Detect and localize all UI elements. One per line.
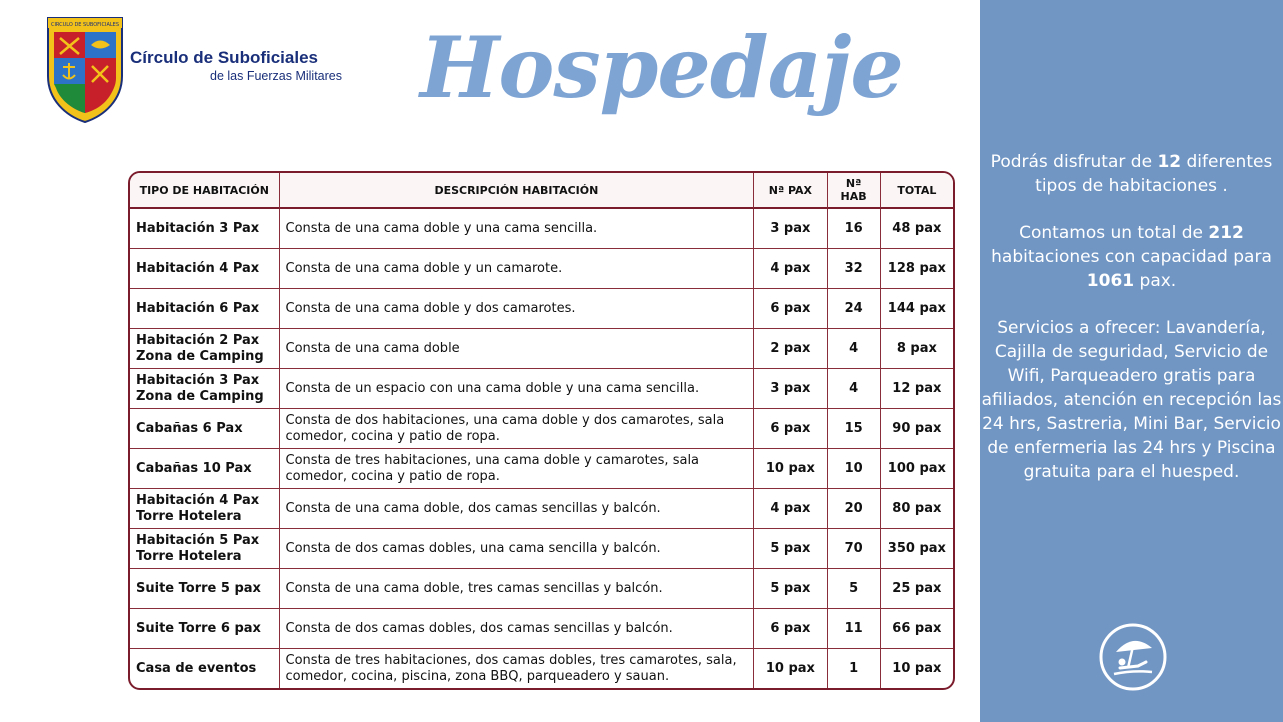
cell-hab: 16	[828, 209, 881, 249]
rooms-total: 212	[1208, 223, 1244, 243]
cell-descripcion: Consta de dos habitaciones, una cama doble y dos camarotes, sala comedor, cocina y patio de ropa.	[280, 409, 755, 449]
cell-descripcion: Consta de una cama doble, tres camas sencillas y balcón.	[280, 569, 755, 609]
table-row	[130, 649, 953, 688]
info-sidebar	[980, 0, 1283, 722]
cell-tipo: Cabañas 10 Pax	[130, 449, 280, 489]
cell-hab: 4	[828, 329, 881, 369]
table-row	[130, 489, 953, 529]
cell-tipo: Habitación 4 Pax	[130, 249, 280, 289]
table-row	[130, 209, 953, 249]
header-hab: Nª HAB	[828, 173, 881, 209]
cell-tipo: Habitación 3 Pax Zona de Camping	[130, 369, 280, 409]
table-header-row	[130, 173, 953, 209]
svg-text:CIRCULO DE SUBOFICIALES: CIRCULO DE SUBOFICIALES	[50, 22, 120, 28]
cell-descripcion: Consta de un espacio con una cama doble y una cama sencilla.	[280, 369, 755, 409]
cell-tipo: Habitación 2 Pax Zona de Camping	[130, 329, 280, 369]
brand-name: Círculo de Suboficiales	[130, 48, 318, 67]
cell-tipo: Casa de eventos	[130, 649, 280, 688]
cell-hab: 10	[828, 449, 881, 489]
cell-total: 10 pax	[892, 660, 942, 676]
header-total: TOTAL	[881, 173, 953, 209]
cell-pax: 3 pax	[754, 209, 827, 249]
cell-tipo: Habitación 4 Pax Torre Hotelera	[130, 489, 280, 529]
cell-total: 90 pax	[881, 409, 953, 449]
table-row	[130, 369, 953, 409]
brand-subtitle: de las Fuerzas Militares	[210, 69, 342, 83]
cell-hab: 4	[828, 369, 881, 409]
cell-descripcion: Consta de tres habitaciones, dos camas dobles, tres camarotes, sala, comedor, cocina, piscina, zona BBQ, parqueadero y sauan.	[280, 649, 755, 688]
totals-paragraph	[980, 221, 1283, 293]
cell-hab: 1	[828, 649, 881, 688]
cell-tipo: Cabañas 6 Pax	[130, 409, 280, 449]
cell-hab: 11	[828, 609, 881, 649]
cell-pax: 10 pax	[754, 649, 827, 688]
cell-total: 144 pax	[881, 289, 953, 329]
capacity-total: 1061	[1086, 271, 1135, 291]
table-row	[130, 329, 953, 369]
cell-total: 100 pax	[881, 449, 953, 489]
cell-descripcion: Consta de dos camas dobles, dos camas sencillas y balcón.	[280, 609, 755, 649]
cell-hab: 32	[828, 249, 881, 289]
sidebar-text	[980, 150, 1283, 507]
cell-descripcion: Consta de una cama doble y un camarote.	[280, 249, 755, 289]
cell-hab: 5	[828, 569, 881, 609]
table-row	[130, 249, 953, 289]
cell-total: 12 pax	[881, 369, 953, 409]
text-span: diferentes tipos de habitaciones .	[1035, 152, 1273, 196]
cell-tipo: Habitación 3 Pax	[130, 209, 280, 249]
room-types-paragraph	[980, 150, 1283, 198]
cell-pax: 10 pax	[754, 449, 827, 489]
page-title: Hospedaje	[420, 18, 903, 117]
room-types-count: 12	[1157, 152, 1182, 172]
cell-total: 8 pax	[881, 329, 953, 369]
shield-logo-icon	[42, 14, 128, 126]
cell-pax: 5 pax	[754, 529, 827, 569]
cell-total: 128 pax	[881, 249, 953, 289]
cell-total: 66 pax	[881, 609, 953, 649]
cell-tipo: Habitación 6 Pax	[130, 289, 280, 329]
header-descripcion: DESCRIPCIÓN HABITACIÓN	[280, 173, 755, 209]
services-paragraph: Servicios a ofrecer: Lavandería, Cajilla de seguridad, Servicio de Wifi, Parqueadero gratis para afiliados, atención en recepción las 24 hrs, Sastreria, Mini Bar, Servicio de enfermeria las 24 hrs y Piscina gratuita para el huesped.	[981, 318, 1282, 482]
cell-descripcion: Consta de una cama doble	[280, 329, 755, 369]
cell-pax: 3 pax	[754, 369, 827, 409]
cell-total: 48 pax	[881, 209, 953, 249]
cell-tipo: Habitación 5 Pax Torre Hotelera	[130, 529, 280, 569]
cell-descripcion: Consta de tres habitaciones, una cama doble y camarotes, sala comedor, cocina y patio de ropa.	[280, 449, 755, 489]
table-row	[130, 289, 953, 329]
cell-hab: 70	[828, 529, 881, 569]
table-row	[130, 449, 953, 489]
text-span: pax.	[1134, 271, 1177, 291]
cell-pax: 6 pax	[754, 289, 827, 329]
text-span: habitaciones con capacidad para	[991, 247, 1272, 267]
cell-pax: 4 pax	[754, 489, 827, 529]
cell-pax: 6 pax	[754, 409, 827, 449]
table-row	[130, 609, 953, 649]
header-pax: Nª PAX	[754, 173, 827, 209]
cell-hab: 24	[828, 289, 881, 329]
text-span: Contamos un total de	[1019, 223, 1209, 243]
rooms-table	[128, 171, 955, 690]
cell-total: 350 pax	[881, 529, 953, 569]
cell-descripcion: Consta de una cama doble y dos camarotes.	[280, 289, 755, 329]
table-row	[130, 569, 953, 609]
cell-total: 80 pax	[881, 489, 953, 529]
cell-pax: 4 pax	[754, 249, 827, 289]
table-row	[130, 409, 953, 449]
cell-hab: 15	[828, 409, 881, 449]
cell-pax: 6 pax	[754, 609, 827, 649]
cell-total: 25 pax	[881, 569, 953, 609]
cell-tipo: Suite Torre 5 pax	[130, 569, 280, 609]
cell-tipo: Suite Torre 6 pax	[130, 609, 280, 649]
header-tipo: TIPO DE HABITACIÓN	[130, 173, 280, 209]
cell-descripcion: Consta de dos camas dobles, una cama sencilla y balcón.	[280, 529, 755, 569]
beach-umbrella-icon	[1098, 622, 1168, 692]
cell-pax: 2 pax	[754, 329, 827, 369]
table-row	[130, 529, 953, 569]
cell-hab: 20	[828, 489, 881, 529]
text-span: Podrás disfrutar de	[990, 152, 1158, 172]
cell-descripcion: Consta de una cama doble y una cama sencilla.	[280, 209, 755, 249]
cell-pax: 5 pax	[754, 569, 827, 609]
cell-descripcion: Consta de una cama doble, dos camas sencillas y balcón.	[280, 489, 755, 529]
